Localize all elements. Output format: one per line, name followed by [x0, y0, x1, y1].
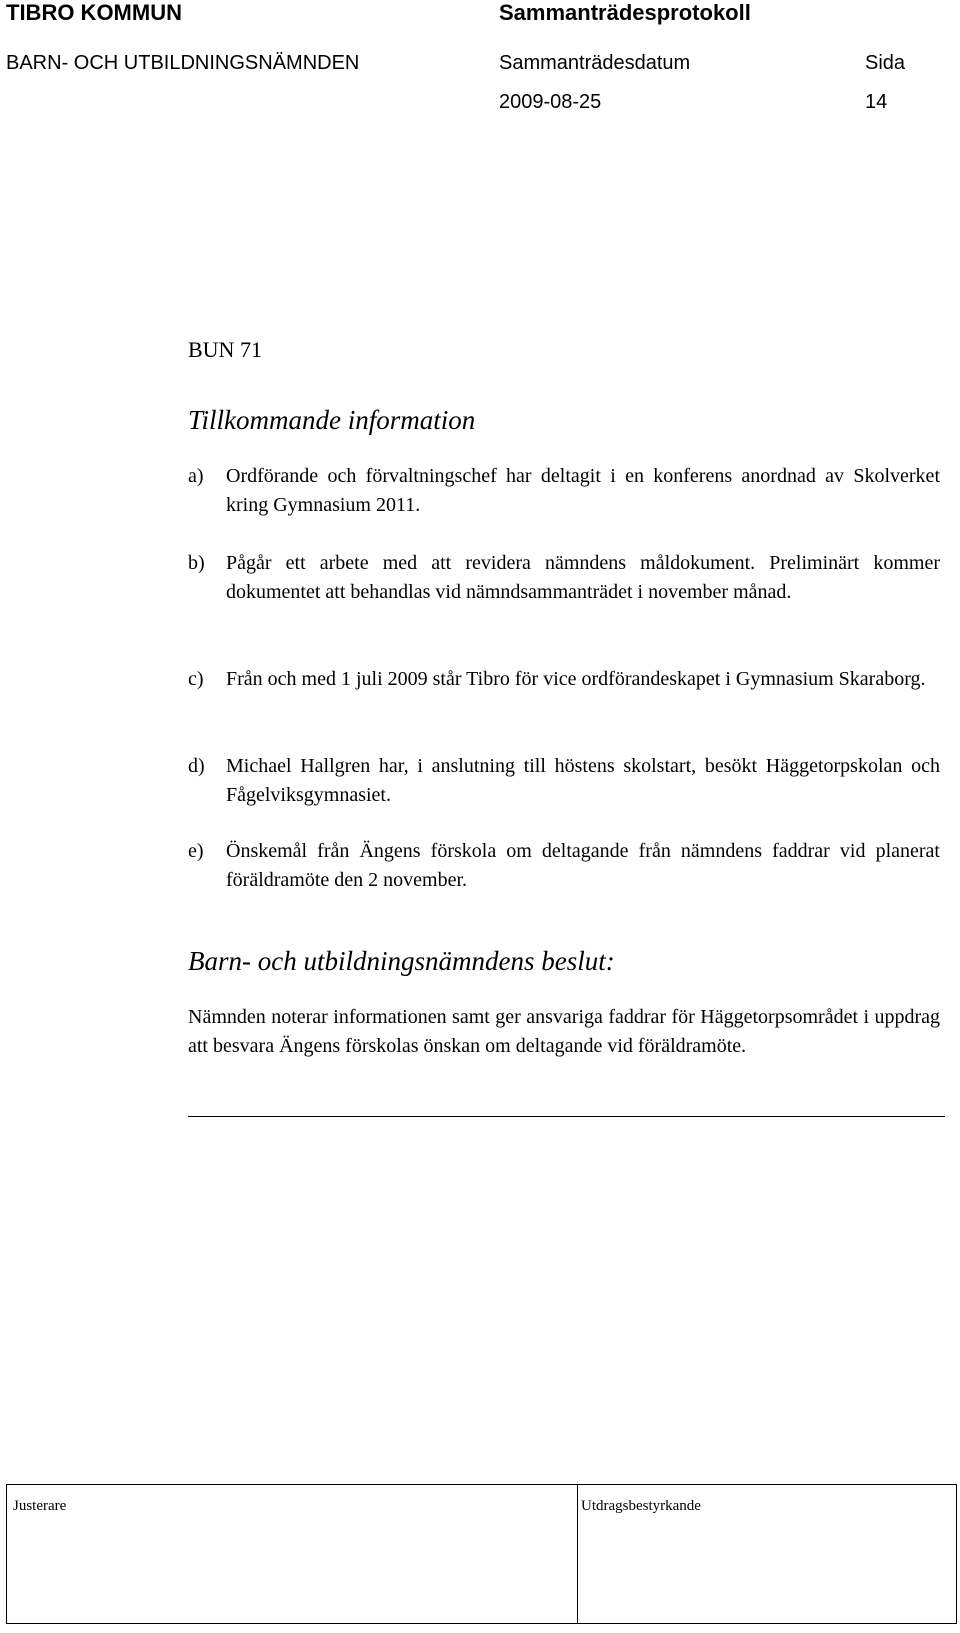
- list-item-text: Ordförande och förvaltningschef har deltagit i en konferens anordnad av Skolverket kring Gymnasium 2011.: [226, 465, 940, 516]
- list-item: [188, 462, 940, 520]
- adjuster-label: Justerare: [13, 1498, 67, 1514]
- page-label: Sida: [865, 52, 906, 74]
- list-item-label: c): [188, 668, 204, 690]
- decision-text: Nämnden noterar informationen samt ger ansvariga faddrar för Häggetorpsområdet i uppdrag att besvara Ängens förskolas önskan om deltagande vid föräldramöte.: [188, 1006, 940, 1057]
- list-item-label: e): [188, 840, 204, 862]
- decision-heading: Barn- och utbildningsnämndens beslut:: [188, 946, 615, 976]
- signature-footer: [6, 1484, 957, 1624]
- org-name: TIBRO KOMMUN: [6, 0, 182, 25]
- extract-certification-label: Utdragsbestyrkande: [581, 1498, 701, 1514]
- document-type: Sammanträdesprotokoll: [499, 0, 751, 25]
- list-item-text: Michael Hallgren har, i anslutning till höstens skolstart, besökt Häggetorpskolan och Fågelviksgymnasiet.: [226, 755, 940, 806]
- list-item-label: a): [188, 465, 204, 487]
- footer-divider: [577, 1485, 578, 1623]
- meeting-date-label: Sammanträdesdatum: [499, 52, 691, 74]
- list-item: [188, 549, 940, 607]
- list-item: [188, 665, 940, 694]
- list-item-text: Från och med 1 juli 2009 står Tibro för vice ordförandeskapet i Gymnasium Skaraborg.: [226, 668, 926, 690]
- meeting-date: 2009-08-25: [499, 91, 602, 113]
- list-item: [188, 752, 940, 810]
- list-item-label: d): [188, 755, 205, 777]
- list-item: [188, 837, 940, 895]
- list-item-text: Pågår ett arbete med att revidera nämndens måldokument. Preliminärt kommer dokumentet att behandlas vid nämndsammanträdet i november månad.: [226, 552, 940, 603]
- list-item-text: Önskemål från Ängens förskola om deltagande från nämndens faddrar vid planerat föräldramöte den 2 november.: [226, 840, 940, 891]
- paragraph-number: BUN 71: [188, 337, 262, 362]
- section-end-line: [188, 1116, 945, 1117]
- list-item-label: b): [188, 552, 205, 574]
- committee-name: BARN- OCH UTBILDNINGSNÄMNDEN: [6, 52, 360, 74]
- page-number: 14: [865, 91, 888, 113]
- paragraph-title: Tillkommande information: [188, 405, 476, 435]
